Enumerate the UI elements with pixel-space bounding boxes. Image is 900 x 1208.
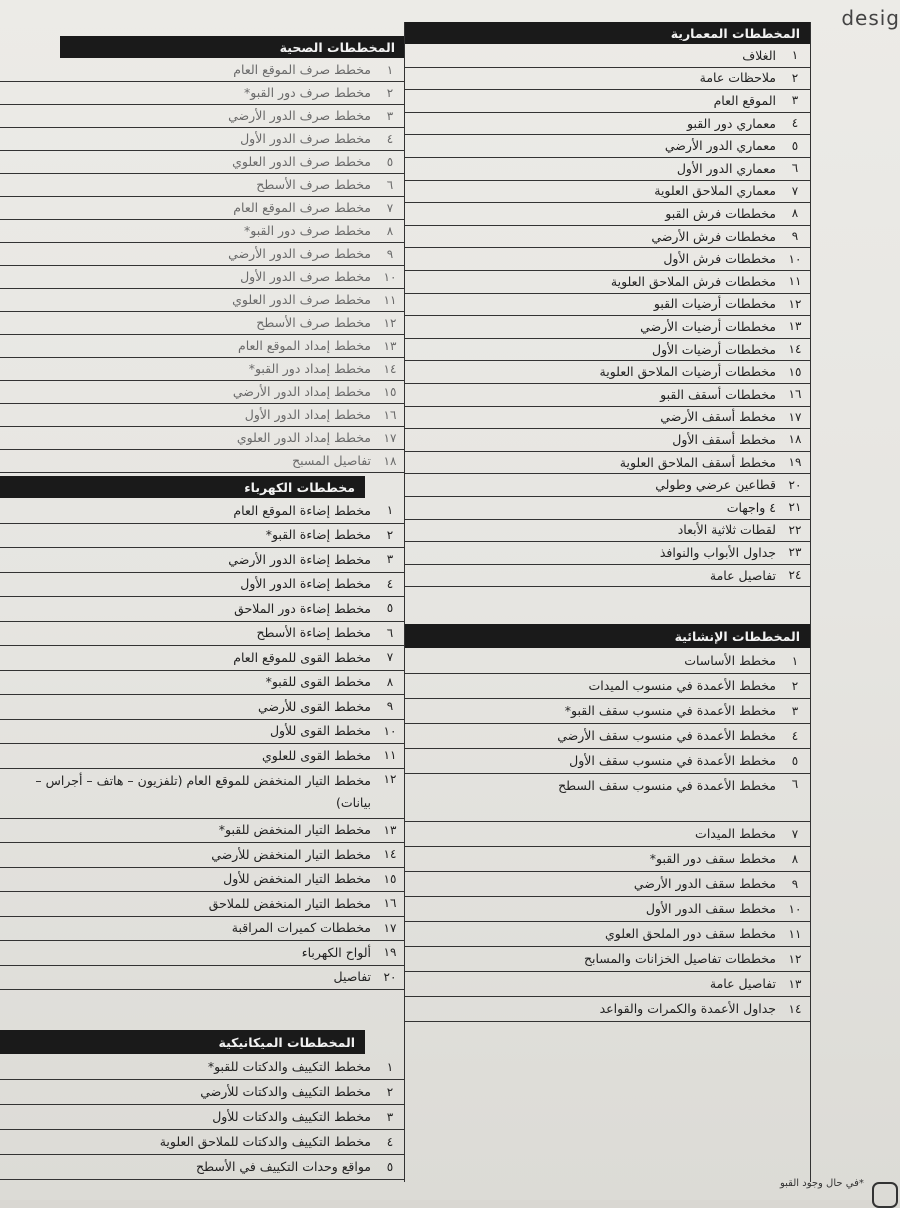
plumbing-row <box>0 426 405 450</box>
item-title: تفاصيل المسبح <box>292 453 371 468</box>
item-title: مخطط الأعمدة في منسوب سقف الأول <box>569 753 776 768</box>
structural-row <box>405 648 810 674</box>
electrical-row <box>0 523 405 549</box>
electrical-row <box>0 572 405 598</box>
architectural-row <box>405 473 810 497</box>
item-number: ١١ <box>383 292 397 307</box>
item-title: مخطط صرف الدور الأرضي <box>228 108 371 123</box>
item-number: ٥ <box>386 1159 394 1174</box>
item-number: ٩ <box>791 229 799 244</box>
plumbing-row <box>0 127 405 151</box>
item-number: ٧ <box>791 826 799 841</box>
item-title: مخطط الأعمدة في منسوب سقف الأرضي <box>557 728 776 743</box>
plumbing-row <box>0 242 405 266</box>
item-number: ٦ <box>791 161 799 176</box>
item-title: مخططات فرش الملاحق العلوية <box>610 273 776 289</box>
item-title: قطاعين عرضي وطولي <box>655 477 776 493</box>
structural-row <box>405 673 810 699</box>
item-title: مخطط التكييف والدكتات للقبو* <box>207 1059 371 1074</box>
item-number: ٤ <box>791 116 799 131</box>
item-title: مخطط صرف الدور الأول <box>240 131 371 146</box>
item-title: مخطط إمداد الدور العلوي <box>236 430 371 445</box>
item-number: ١ <box>386 62 394 77</box>
plumbing-row <box>0 81 405 105</box>
item-title: مخطط التكييف والدكتات للأول <box>212 1109 371 1124</box>
architectural-row <box>405 270 810 294</box>
item-number: ١٦ <box>383 896 397 911</box>
item-number: ١٠ <box>788 251 802 266</box>
mechanical-row <box>0 1104 405 1130</box>
architectural-row <box>405 519 810 543</box>
plumbing-row <box>0 150 405 174</box>
item-number: ٨ <box>791 206 799 221</box>
item-title: مخطط إمداد الدور الأول <box>244 407 371 422</box>
item-title: مخطط إضاءة الدور الأرضي <box>228 551 371 567</box>
item-number: ٣ <box>386 1109 394 1124</box>
structural-row <box>405 896 810 922</box>
item-title: مواقع وحدات التكييف في الأسطح <box>196 1159 371 1174</box>
electrical-row <box>0 768 405 819</box>
item-title: مخطط صرف الدور الأول <box>240 269 371 284</box>
item-number: ١٢ <box>788 296 802 311</box>
item-number: ١٩ <box>788 455 802 470</box>
item-title: مخطط سقف الدور الأرضي <box>633 876 776 891</box>
item-title: مخطط صرف الدور العلوي <box>232 292 371 307</box>
item-title: مخطط الميدات <box>695 826 776 841</box>
plumbing-row <box>0 380 405 404</box>
item-number: ١٧ <box>383 430 397 445</box>
electrical-row <box>0 818 405 844</box>
item-title: مخطط صرف الأسطح <box>256 315 371 330</box>
architectural-row <box>405 383 810 407</box>
item-number: ٣ <box>386 108 394 123</box>
item-title: مخططات أرضيات الملاحق العلوية <box>599 364 776 380</box>
item-number: ١٠ <box>788 901 802 916</box>
item-number: ١٦ <box>383 407 397 422</box>
item-title: تفاصيل عامة <box>709 567 776 583</box>
electrical-row <box>0 842 405 868</box>
electrical-row <box>0 891 405 917</box>
item-number: ٨ <box>386 223 394 238</box>
architectural-row <box>405 112 810 136</box>
electrical-row <box>0 694 405 720</box>
item-number: ٢ <box>386 85 394 100</box>
item-number: ٤ <box>386 1134 394 1149</box>
structural-row <box>405 821 810 847</box>
structural-row <box>405 946 810 972</box>
item-number: ٧ <box>386 200 394 215</box>
plumbing-header: المخططات الصحية <box>60 36 405 58</box>
item-number: ١٨ <box>383 453 397 468</box>
item-number: ٤ <box>791 728 799 743</box>
item-title: مخططات فرش الأول <box>663 251 776 267</box>
item-title: معماري الملاحق العلوية <box>654 183 776 199</box>
item-number: ٩ <box>386 699 394 714</box>
electrical-row <box>0 621 405 647</box>
item-title: مخطط إمداد الدور الأرضي <box>232 384 371 399</box>
item-number: ١٨ <box>788 432 802 447</box>
item-number: ١ <box>386 1059 394 1074</box>
architectural-row <box>405 247 810 271</box>
item-title: مخططات أرضيات القبو <box>653 296 776 312</box>
item-title: مخططات فرش القبو <box>665 205 776 221</box>
architectural-row <box>405 315 810 339</box>
item-number: ١٩ <box>383 945 397 960</box>
item-title: جداول الأبواب والنوافذ <box>659 544 776 560</box>
item-title: مخطط التيار المنخفض للأرضي <box>211 846 371 862</box>
electrical-row <box>0 916 405 942</box>
corner-logo <box>872 1182 898 1208</box>
item-number: ١٦ <box>788 387 802 402</box>
item-number: ١٢ <box>788 951 802 966</box>
architectural-row <box>405 564 810 588</box>
item-title: مخطط إمداد الموقع العام <box>237 338 371 353</box>
architectural-row <box>405 89 810 113</box>
structural-row <box>405 698 810 724</box>
item-number: ٨ <box>386 674 394 689</box>
item-title: معماري الدور الأرضي <box>664 138 776 154</box>
architectural-row <box>405 496 810 520</box>
electrical-row <box>0 719 405 745</box>
item-title: معماري الدور الأول <box>676 160 776 176</box>
item-number: ١٢ <box>383 315 397 330</box>
architectural-row <box>405 406 810 430</box>
item-number: ١١ <box>383 748 397 763</box>
item-title: مخطط أسقف الأرضي <box>660 409 776 425</box>
electrical-header: مخططات الكهرباء <box>0 476 365 498</box>
plumbing-row <box>0 449 405 473</box>
architectural-row <box>405 451 810 475</box>
plumbing-row <box>0 58 405 82</box>
plumbing-row <box>0 219 405 243</box>
structural-row <box>405 996 810 1022</box>
item-number: ١٤ <box>788 1001 802 1016</box>
item-title: مخطط إضاءة دور الملاحق <box>234 600 371 616</box>
structural-header: المخططات الإنشائية <box>405 624 810 648</box>
item-title: مخطط أسقف الملاحق العلوية <box>619 454 776 470</box>
item-title: مخطط صرف الموقع العام <box>233 62 371 77</box>
item-number: ١٥ <box>788 364 802 379</box>
item-title: مخطط التكييف والدكتات للملاحق العلوية <box>159 1134 371 1149</box>
architectural-row <box>405 225 810 249</box>
plumbing-row <box>0 334 405 358</box>
item-number: ٢ <box>791 70 799 85</box>
architectural-row <box>405 338 810 362</box>
architectural-row <box>405 293 810 317</box>
item-title: مخطط إضاءة الأسطح <box>256 625 371 641</box>
item-number: ١٠ <box>383 269 397 284</box>
item-number: ٣ <box>386 552 394 567</box>
item-number: ٩ <box>386 246 394 261</box>
item-number: ٩ <box>791 876 799 891</box>
item-number: ٥ <box>386 601 394 616</box>
item-title: مخطط التكييف والدكتات للأرضي <box>200 1084 371 1099</box>
item-title: جداول الأعمدة والكمرات والقواعد <box>599 1001 776 1016</box>
item-number: ١٤ <box>383 361 397 376</box>
electrical-row <box>0 965 405 991</box>
plumbing-row <box>0 173 405 197</box>
item-number: ١٥ <box>383 384 397 399</box>
item-number: ٢١ <box>788 500 802 515</box>
item-title: ٤ واجهات <box>726 499 776 515</box>
electrical-row <box>0 645 405 671</box>
architectural-row <box>405 360 810 384</box>
item-number: ١٣ <box>788 319 802 334</box>
item-title: مخطط التيار المنخفض للأول <box>223 871 371 887</box>
brand-text: desig <box>841 6 900 30</box>
item-number: ١١ <box>788 274 802 289</box>
item-title: مخطط الأساسات <box>684 653 776 668</box>
item-number: ٥ <box>386 154 394 169</box>
item-title: مخطط إضاءة الموقع العام <box>233 502 371 518</box>
item-title: تفاصيل عامة <box>709 976 776 991</box>
item-title: مخطط إضاءة القبو* <box>265 527 371 543</box>
electrical-row <box>0 940 405 966</box>
electrical-row <box>0 547 405 573</box>
item-title: الموقع العام <box>713 92 776 108</box>
structural-row <box>405 921 810 947</box>
item-title: مخطط القوى للأول <box>269 723 371 739</box>
architectural-row <box>405 134 810 158</box>
item-title: مخطط القوى للأرضي <box>257 698 371 714</box>
electrical-row <box>0 743 405 769</box>
item-title: مخطط صرف الموقع العام <box>233 200 371 215</box>
item-title: مخطط صرف دور القبو* <box>244 223 371 238</box>
architectural-row <box>405 44 810 68</box>
item-number: ١٣ <box>788 976 802 991</box>
item-title: مخطط التيار المنخفض للموقع العام (تلفزيون – هاتف – أجراس – بيانات) <box>35 772 371 810</box>
item-number: ٦ <box>386 177 394 192</box>
item-title: مخطط إمداد دور القبو* <box>248 361 371 376</box>
item-number: ٥ <box>791 753 799 768</box>
item-number: ١٧ <box>383 920 397 935</box>
item-title: الغلاف <box>742 47 776 63</box>
right-column <box>405 0 810 1200</box>
architectural-row <box>405 202 810 226</box>
item-title: ملاحظات عامة <box>699 70 776 86</box>
item-number: ١٥ <box>383 871 397 886</box>
architectural-row <box>405 541 810 565</box>
architectural-row <box>405 180 810 204</box>
structural-row <box>405 748 810 774</box>
item-number: ١ <box>791 653 799 668</box>
item-number: ٧ <box>791 183 799 198</box>
item-number: ١ <box>386 503 394 518</box>
item-title: مخطط صرف دور القبو* <box>244 85 371 100</box>
item-number: ١٤ <box>788 342 802 357</box>
item-number: ٤ <box>386 576 394 591</box>
item-number: ٦ <box>791 777 799 791</box>
structural-row <box>405 773 810 822</box>
item-title: مخطط إضاءة الدور الأول <box>240 576 371 592</box>
mechanical-row <box>0 1054 405 1080</box>
item-title: لقطات ثلاثية الأبعاد <box>677 522 776 538</box>
item-title: مخطط أسقف الأول <box>672 431 776 447</box>
item-number: ٢٤ <box>788 568 802 583</box>
item-number: ٧ <box>386 650 394 665</box>
item-number: ٢٢ <box>788 522 802 537</box>
structural-row <box>405 971 810 997</box>
item-number: ٢٣ <box>788 545 802 560</box>
item-title: ألواح الكهرباء <box>301 944 371 960</box>
item-number: ٤ <box>386 131 394 146</box>
item-number: ٨ <box>791 851 799 866</box>
item-number: ١٧ <box>788 409 802 424</box>
item-number: ٢ <box>386 1084 394 1099</box>
plumbing-row <box>0 403 405 427</box>
item-title: مخطط القوى للموقع العام <box>233 649 371 665</box>
item-title: مخطط سقف الدور الأول <box>645 901 776 916</box>
structural-row <box>405 846 810 872</box>
item-number: ١٢ <box>383 771 397 786</box>
architectural-header: المخططات المعمارية <box>405 22 810 44</box>
item-title: مخطط صرف الدور الأرضي <box>228 246 371 261</box>
right-border <box>810 22 811 1182</box>
item-title: مخططات فرش الأرضي <box>651 228 776 244</box>
electrical-row <box>0 498 405 524</box>
plumbing-row <box>0 288 405 312</box>
footnote: *في حال وجود القبو <box>780 1178 864 1189</box>
item-number: ٣ <box>791 93 799 108</box>
plumbing-row <box>0 104 405 128</box>
item-title: مخطط التيار المنخفض للقبو* <box>218 822 371 838</box>
item-title: مخططات كميرات المراقبة <box>231 920 371 936</box>
item-number: ١٣ <box>383 822 397 837</box>
electrical-row <box>0 867 405 893</box>
structural-row <box>405 723 810 749</box>
center-divider <box>404 22 405 1182</box>
item-number: ١ <box>791 48 799 63</box>
item-title: مخطط صرف الأسطح <box>256 177 371 192</box>
item-title: مخطط سقف دور القبو* <box>649 851 776 866</box>
item-title: مخططات تفاصيل الخزانات والمسابح <box>583 951 776 966</box>
item-title: مخطط صرف الدور العلوي <box>232 154 371 169</box>
electrical-row <box>0 596 405 622</box>
mechanical-row <box>0 1129 405 1155</box>
item-title: مخطط القوى للقبو* <box>265 674 371 690</box>
item-number: ١٠ <box>383 723 397 738</box>
plumbing-row <box>0 357 405 381</box>
item-number: ١٤ <box>383 847 397 862</box>
item-number: ١٣ <box>383 338 397 353</box>
architectural-row <box>405 157 810 181</box>
item-title: مخططات أرضيات الأرضي <box>640 318 776 334</box>
item-number: ٣ <box>791 703 799 718</box>
architectural-row <box>405 67 810 91</box>
structural-row <box>405 871 810 897</box>
item-number: ٢٠ <box>788 477 802 492</box>
plumbing-row <box>0 196 405 220</box>
mechanical-row <box>0 1079 405 1105</box>
item-title: مخططات أرضيات الأول <box>652 341 776 357</box>
item-number: ٥ <box>791 138 799 153</box>
electrical-row <box>0 670 405 696</box>
item-number: ٦ <box>386 625 394 640</box>
item-title: مخطط التيار المنخفض للملاحق <box>208 895 371 911</box>
item-title: مخطط سقف دور الملحق العلوي <box>605 926 776 941</box>
item-title: مخططات أسقف القبو <box>660 386 776 402</box>
item-number: ٢٠ <box>383 969 397 984</box>
item-number: ٢ <box>386 527 394 542</box>
item-number: ٢ <box>791 678 799 693</box>
left-column <box>0 0 405 1200</box>
plumbing-row <box>0 265 405 289</box>
mechanical-row <box>0 1154 405 1180</box>
item-title: معماري دور القبو <box>686 115 776 131</box>
item-number: ١١ <box>788 926 802 941</box>
plumbing-row <box>0 311 405 335</box>
item-title: مخطط الأعمدة في منسوب سقف السطح <box>558 778 776 793</box>
item-title: مخطط الأعمدة في منسوب الميدات <box>588 678 776 693</box>
item-title: مخطط القوى للعلوي <box>261 747 371 763</box>
item-title: تفاصيل <box>333 969 371 985</box>
item-title: مخطط الأعمدة في منسوب سقف القبو* <box>564 703 776 718</box>
mechanical-header: المخططات الميكانيكية <box>0 1030 365 1054</box>
architectural-row <box>405 428 810 452</box>
